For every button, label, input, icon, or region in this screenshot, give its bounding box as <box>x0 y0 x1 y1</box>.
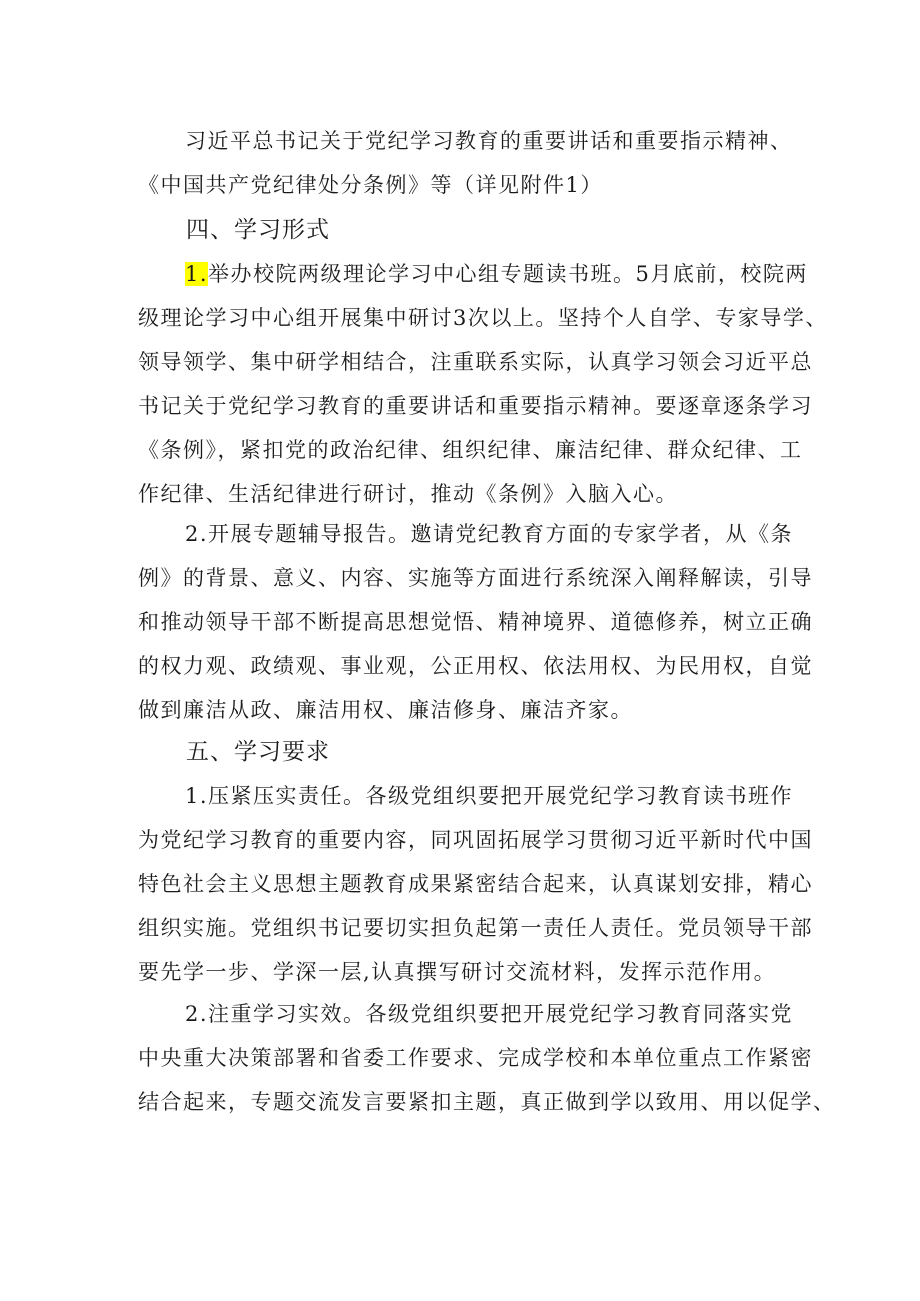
section-4-item-1-line-6: 作纪律、生活纪律进行研讨，推动《条例》入脑入心。 <box>138 482 678 506</box>
section-5-item-1-line-3: 特色社会主义思想主题教育成果紧密结合起来，认真谋划安排，精心 <box>138 872 813 896</box>
section-4-item-1 <box>138 252 828 516</box>
section-4-item-2-line-5: 做到廉洁从政、廉洁用权、廉洁修身、廉洁齐家。 <box>138 698 633 722</box>
section-4-item-2-line-1: 2.开展专题辅导报告。邀请党纪教育方面的专家学者，从《条 <box>185 522 794 546</box>
section-4-item-1-line-3: 领导领学、集中研学相结合，注重联系实际，认真学习领会习近平总 <box>138 350 813 374</box>
section-4-item-1-line-5: 《条例》，紧扣党的政治纪律、组织纪律、廉洁纪律、群众纪律、工 <box>138 438 803 462</box>
section-4-item-2-line-4: 的权力观、政绩观、事业观，公正用权、依法用权、为民用权，自觉 <box>138 654 813 678</box>
section-5-heading: 五、学习要求 <box>186 739 330 765</box>
section-4-item-1-line-4: 书记关于党纪学习教育的重要讲话和重要指示精神。要逐章逐条学习 <box>138 394 813 418</box>
intro-line-2: 《中国共产党纪律处分条例》等（详见附件1） <box>138 173 603 197</box>
section-5-item-1-line-2: 为党纪学习教育的重要内容，同巩固拓展学习贯彻习近平新时代中国 <box>138 828 813 852</box>
section-5-item-2-line-1: 2.注重学习实效。各级党组织要把开展党纪学习教育同落实党 <box>185 1002 794 1026</box>
section-4-item-1-line-1-text: 举办校院两级理论学习中心组专题读书班。5月底前，校院两 <box>208 262 808 286</box>
section-5-item-1-line-5: 要先学一步、学深一层,认真撰写研讨交流材料，发挥示范作用。 <box>138 960 777 984</box>
intro-paragraph <box>138 119 793 207</box>
section-4-item-2-line-2: 例》的背景、意义、内容、实施等方面进行系统深入阐释解读，引导 <box>138 566 813 590</box>
section-4-item-1-line-1 <box>138 252 808 296</box>
section-5-item-2-line-2: 中央重大决策部署和省委工作要求、完成学校和本单位重点工作紧密 <box>138 1046 813 1070</box>
section-5-item-1-line-1: 1.压紧压实责任。各级党组织要把开展党纪学习教育读书班作 <box>185 784 794 808</box>
section-4-item-1-line-2: 级理论学习中心组开展集中研讨3次以上。坚持个人自学、专家导学、 <box>138 306 828 330</box>
section-4-item-2 <box>138 512 813 732</box>
section-4-item-2-line-3: 和推动领导干部不断提高思想觉悟、精神境界、道德修养，树立正确 <box>138 610 813 634</box>
intro-line-1: 习近平总书记关于党纪学习教育的重要讲话和重要指示精神、 <box>185 129 793 153</box>
section-5-item-1-line-4: 组织实施。党组织书记要切实担负起第一责任人责任。党员领导干部 <box>138 916 813 940</box>
highlighted-number: 1. <box>185 262 209 286</box>
section-5-item-2 <box>138 992 836 1124</box>
section-5-item-1 <box>138 774 813 994</box>
section-5-item-2-line-3: 结合起来，专题交流发言要紧扣主题，真正做到学以致用、用以促学、 <box>138 1090 836 1114</box>
section-4-heading: 四、学习形式 <box>186 217 330 243</box>
